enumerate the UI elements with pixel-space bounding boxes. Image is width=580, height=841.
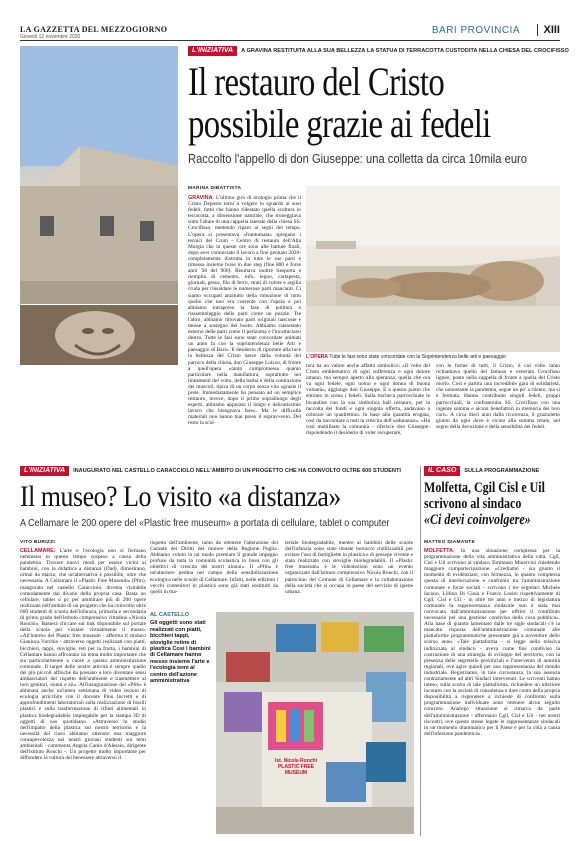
masthead-rule [20, 40, 560, 41]
story3-lead: MOLFETTA. [424, 548, 455, 554]
story2-kicker [20, 466, 415, 476]
story1-body-col3: con le forme di tutti, il Cristo, il cui volto tanto richiamava quello del famoso e venerato Crocifisso ligneo, posto nella cappella di fronte a quella del Cristo morto. Così e partita una incredibile gara di solidarietà, che nonostante la pandemia, segue un po' a rilento, ma si è fermata. Hanno contribuito singoli fedeli, gruppi parrocchiali, la confraternita SS. Crocifisso con una ingente somma e alcuni benefattori in memoria dei loro cari». A circa dieci anni dalla ricorrenza, il grazioletto giunto da ogni dove è vicino alla somma totale, nel segno della devozione e della sensibilità dei fedeli. [436, 363, 560, 430]
museum-poster-title: Ist. Nicola Ronchi PLASTIC FREE MUSEUM [275, 758, 317, 776]
page-number: XIII [537, 24, 560, 36]
story1-photo-caption [306, 354, 560, 360]
story1-headline-1: Il restauro del Cristo [188, 59, 445, 104]
story2-quote-text: Gli oggetti sono stati realizzati con piatti, bicchieri tappi, stoviglie retine di plastica Così i bambini di Cellamare hanno messo insieme l'arte e l'ecologia temi al centro dell'azione amministrativa [150, 620, 211, 685]
story2-quote [150, 612, 212, 684]
section-name: BARI PROVINCIA [431, 25, 520, 36]
story3-kicker-text: SULLA PROGRAMMAZIONE [464, 468, 540, 474]
story3-headline-3: «Ci devi coinvolgere» [424, 512, 531, 528]
story1-caption-label: L'OPERA [306, 354, 329, 360]
museum-photo [216, 612, 414, 834]
story3-byline: MATTEO DIAMANTE [424, 540, 476, 545]
story2-kicker-text: INAUGURATO NEL CASTELLO CARACCIOLO NELL'AMBITO DI UN PROGETTO CHE HA COINVOLTO OLTRE 600 STUDENTI [73, 468, 401, 474]
story3-body-text: In una situazione complessa per la programmazione della vita amministrativa della città, Cgil, Cisl e Uil scrivono al sindaco Tommaso Minervini chiedendo maggiore compartecipazione. «Crediamo - sia giunto il momento di evidenziare, con fermezza, in quanto complessa questa di interlocuzione e confronto tra l'amministrazione comunale e forze sociali - scrivono i tre segretari Michele Iacono, Lillino Di Gioia e Franco Losito rispettivamente di Cgil, Cisl e Uil - in oltre tre anni e mezzo di legislatura comunale la rappresentanza sindacale non è stata mai convocata dall'amministrazione per offrire il contributo necessario per una gestione condivisa della cosa pubblica». Alla base di quanto lamentato dalle tre sigle sindacali c'è la mancata risposta dell'amministrazione comunale alle piattaforme programmatiche presentate già a novembre dello scorso anno. «Tale piattaforma - si legge nella missiva indirizzata al sindaco - aveva come fine condiviso la costruzione di una strategia di sviluppo del territorio, con la presenza delle segreterie provinciali e l'intervento di autorità regionali, ove agire quindi per una rappresentanza del mondo industriale. Registriamo, in tale circostanza, la sua assenza contrariamente ad altri Sindaci intervenuti. Le scriventi hanno inteso, sulla scorta di tale piattaforma, richiedere un ulteriore incontro con la società di consulenza e dare conto della propria disponibilità a rispondere a richieste di confronto sulla programmazione individuate sono ottenere alcun seguito concreto. Analogo situazione si rimarca da parte dell'amministrazione - affermano Cgil, Cisl e Uil - nei nostri riscontri, ove queste stesse legate le rappresentanze sindacali in un momento drammatico per il Paese e per la città a causa dell'infezione pandemica». [424, 548, 560, 737]
restoration-photo [306, 186, 560, 352]
story2-col1-text: L'arte e l'ecologia non si fermano nemmeno in questo tempo sospeso a causa della pandemia. Trovare nuovi modi per essere vicini ai bambini, con la didattica a distanza (Dad), dimostrano, ormai da marzo, che un'alternativa è possibile, oltre che necessaria. A Cellamare il «Plastic Free Museum» (Pfm), inaugurato nel castello Caracciolo, diventa visitabile comodamente dal divano della propria casa. Basta un cellulare, tablet o pc per ammirare più di 200 opere realizzate nell'ambito di un progetto che ha coinvolto oltre 600 studenti di scuola dell'infanzia, primaria e secondaria di primo grado dell'istituto comprensivo cittadino «Nicola Ronchi». Basterà cliccare sul link disponibile sul portale della scuola per visitare virtualmente il museo. «All'interno del Plastic free museum - afferma il sindaco Gianluca Vurchio - attraverso oggetti realizzati con piatti, bicchieri, tappi, stoviglie, reti per la frutta, i bambini di Cellamare hanno affrontato un tema molto importante che sta particolarmente a cuore a questa amministrazione comunale. Il target delle nostre attività è sempre quello dei più piccoli affinché da possano a loro diventare sensi ambasciatori del rispetto dell'ambiente e trasmettere ai loro genitori, nonni e zii». All'inaugurazione del «Pfm» è abbinata anche un'intera settimana di video lezioni di ecologia arricchite con il docente Pino Incretti e di approfondimenti laboratoriali sulla realizzazione di fossili plastici e sulla trasformazione di rifiuti alimentari in plastica biodegradabile impiegabile per la stampa 3D di oggetti di uso quotidiano. «Attraverso lo studio dell'impatto della plastica sul nostro territorio e la necessità del riuso abbiamo ottenuto una maggiore consapevolezza nei nostri giovani studenti sui temi ambientali - commenta Angela Canio d'Alessio, dirigente dell'istituto Ronchi -. Un progetto molto importante per diffondere la cultura del benessere attraverso il [20, 548, 146, 762]
story2-headline: Il museo? Lo visito «a distanza» [20, 480, 341, 513]
story3-headline-1: Molfetta, Cgil Cisl e Uil [424, 480, 545, 496]
story2-quote-kicker: AL CASTELLO [150, 612, 190, 618]
story1-kicker [188, 46, 569, 56]
story3-divider [420, 466, 421, 836]
story1-lead: GRAVINA. [188, 195, 214, 201]
story2-lead: CELLAMARE. [20, 548, 56, 554]
story1-kicker-tag: L'INIZIATIVA [188, 46, 237, 56]
story1-headline-2: possibile grazie ai fedeli [188, 101, 491, 146]
newspaper-name: LA GAZZETTA DEL MEZZOGIORNO [20, 25, 168, 34]
story2-body-col1 [20, 548, 146, 836]
story3-headline-2: scrivono al sindaco [424, 496, 522, 512]
church-exterior-photo [20, 46, 178, 304]
story1-col1-text: L'ultimo giro di orologio prima che il Cristo Deposto torni a volgere lo sguardo ai suoi fedeli; fatto che hanno ridestato quella scultura in terracotta, a dimensione naturale, che troneggiava sotto l'altare di una cappella laterale della chiesa SS. Crocifisso, mettendo riparo ai segni del tempo. L'opera si presentava «frantumata» spiegano i tecnici del Crum - Centro di restauro dell'Alta Murgia che in queste ore sono alle battute finali, dopo aver cominciato il lavoro a fine gennaio 2020- completamente distrutta in tutte le sue parti e rimessa insieme forse in due step (fine 800 e forse anni '30 del 900). Risultava inoltre riesporta e riempita di cemento, tufo, legno, cartapesta, giornali, gesso, filo di ferro, strati di colore e argilla cruda per rinsaldare le numerose parti mancanti. Ci siamo occupati anzitutto della rimozione di tutto quello che non era coerente con l'opera e poi abbiamo intrapreso la fase di pulitura e riassemblaggio delle parti come un puzzle. Tre l'altro, abbiamo ritrovato parti originali nascoste e messe a sostegno del busto. Abbiamo riassestato esterno delle parti come il perizoma e l'incamiciarsi destro. Tutte le fasi sono state concordate animati un anno fa con la soprintendenza belle Arti e paesaggio di Bari». Il desiderio di riportare alla luce la bellezza del Cristo nasce dalla volontà del parroco della chiesa, don Giuseppe Loizzo, di fronte a quell'opera «tanto compromessa quanto particolare nella manifattura, soprattutto nei lineamenti del volto, della barba e della contrazione dei muscoli, tipica di un corpo senza vita «grazie il prete. Immediatamente ho pensato ad un semplice restauro, invece, dopo il primo sopralluogo degli esperti, abbiamo appurato il lungo e delicatissimo lavoro che bisognava fare». Ma le difficoltà materiali non hanno mai preso il sopravvento. Del resto la scul- [188, 195, 301, 427]
story2-kicker-tag: L'INIZIATIVA [20, 466, 69, 476]
story1-body-col2: tura ha un valore anche affatto simbolico: «Il volto del Cristo emblematico di ogni sofferenza e ogni dolore umano, ma sempre aperto alla speranza, quella che ora va ogni fedele, ogni uomo e ogni donna di buona volontà», aggiunge don Giuseppe. E a questo punto che entrano in scena i fedeli. Sulla bacheca parrocchiale le locandine con la sua simbolica ball restauro, per la raccolta dei fondi e ogni singola offerta, andavano a colorare un quadrettino. In base alla quantità erogata, così da raccontare a tutti la crescita dell'«adunanza». «Ha così mobilitato la comunità - riferisce don Giuseppe- rispondendo il desiderio di voler recuperare, [306, 363, 430, 437]
christ-face-photo [20, 305, 178, 365]
story1-kicker-text: A GRAVINA RESTITUITA ALLA SUA BELLEZZA LA STATUA DI TERRACOTTA CUSTODITA NELLA CHIESA DEL CROCIFISSO [241, 48, 569, 54]
story3-kicker [424, 466, 560, 476]
story1-byline: MARINA DIBATTISTA [188, 186, 242, 191]
story1-caption-text: Tutte le fasi sono state concordate con la Soprintendenza belle arti e paesaggio [329, 354, 506, 360]
story1-subhead: Raccolto l'appello di don Giuseppe: una colletta da circa 10mila euro [188, 151, 527, 166]
story3-body [424, 548, 560, 836]
story2-body-col3: teriale biodegradabile, mentre ai bambini delle scuole dell'infanzia sono state donate borracce riutilizzabili per evitare l'uso di bottigliette in plastica e di presepe vivente e stato realizzato con stoviglie biodegradabili. Il «Plastic free museum» e le videolezioni sono un evento organizzato dall'istituto comprensivo Nicola Ronchi, con il patrocinio del Comune di Cellamare e la collaborazione della società che si occupa in paese del servizio di igiene urbana. [285, 540, 413, 595]
story3-kicker-tag: IL CASO [424, 466, 460, 476]
story1-body-col1 [188, 195, 301, 475]
issue-date: Giovedì 12 novembre 2020 [20, 34, 81, 40]
masthead [20, 25, 560, 39]
story2-byline: VITO BURIZZI [20, 540, 55, 545]
story2-subhead: A Cellamare le 200 opere del «Plastic free museum» a portata di cellulare, tablet o computer [20, 517, 390, 529]
story2-body-col2: rispetto dell'ambiente, tanto da ottenere l'attenzione del Garante dei Diritti del minore della Regione Puglia. Abbiamo voluto in tal modo premiare il grande impegno profuso da tutta la comunità scolastica in linea con gli obiettivi di crescita dei nostri alunni». Il «Pfm» è un'ulteriore pedina nel campo della sensibilizzazione ecologica nelle scuole di Cellamare. Infatti, nelle edizioni i vecchi contenitori in plastica sono già stati sostituiti da quelli in ma- [150, 540, 278, 595]
